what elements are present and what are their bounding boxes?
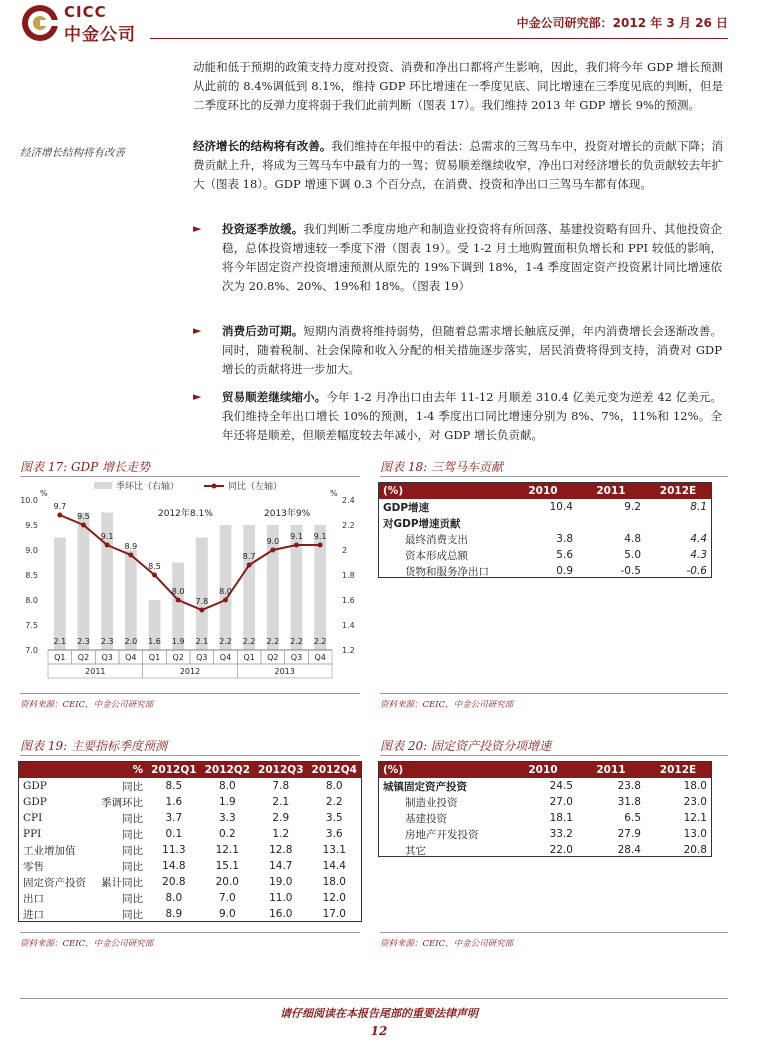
line-data-label: 9.1 [100,532,114,541]
x-tick-label: Q2 [267,653,279,662]
page-number: 12 [370,1024,388,1038]
left-tick-label: 8.5 [25,571,38,580]
cell: 2.9 [272,812,290,824]
cell: 0.2 [218,828,236,840]
fig17-title: 图表 17: GDP 增长走势 [20,460,151,474]
bar-data-label: 1.9 [171,637,185,646]
x-tick-label: Q3 [101,653,113,662]
cell: 3.5 [325,812,343,824]
table-row [379,794,711,810]
table-header-cell: % [93,762,147,778]
yoy-point [247,563,252,568]
table-header-cell: 2012E [645,483,711,499]
year-label: 2011 [85,667,106,676]
row-label: 城镇固定资产投资 [383,780,467,793]
bullet-marker: ► [193,390,202,403]
table-row [379,563,711,579]
right-tick-label: 1.2 [342,646,355,655]
table-header-row [379,483,711,499]
x-tick-label: Q4 [125,653,137,662]
table-header-cell: 2011 [577,483,645,499]
table-row [379,499,711,515]
logo-cn: 中金公司 [64,25,136,45]
bar-data-label: 2.2 [242,637,256,646]
left-tick-label: 10.0 [20,496,38,505]
cell: 31.8 [617,796,641,808]
table-header-cell: 2012Q2 [201,762,254,778]
table-header-cell: 2011 [577,762,645,778]
yoy-point [152,573,157,578]
cell: 0.9 [556,565,573,577]
legal-notice: 请仔细阅读在本报告尾部的重要法律声明 [280,1007,478,1020]
bullet-trade [222,388,722,445]
line-data-label: 8.0 [171,587,185,596]
cell: 13.1 [322,844,346,856]
bar-data-label: 2.2 [266,637,280,646]
left-tick-label: 9.5 [25,521,38,530]
cell: 3.3 [218,812,236,824]
section2-paragraph [193,137,723,194]
right-axis-unit: % [330,489,338,498]
cell: 23.8 [617,780,641,792]
bullet-lead: 投资逐季放缓。 [222,222,304,236]
bar-data-label: 2.0 [124,637,138,646]
indicator-name: 出口 [23,892,44,905]
row-label: 对GDP增速贡献 [383,517,461,530]
bar [54,538,66,651]
x-tick-label: Q1 [243,653,255,662]
bullet-marker: ► [193,324,202,337]
cell: 19.0 [269,876,293,888]
x-tick-label: Q2 [172,653,184,662]
cell: 8.1 [690,501,707,513]
table-row [19,858,361,874]
bar-data-label: 2.2 [290,637,303,646]
cell: 24.5 [549,780,573,792]
row-label: 制造业投资 [405,796,458,809]
table-row [19,794,361,810]
cell: 15.1 [215,860,239,872]
x-tick-label: Q3 [290,653,303,662]
fig19-table [19,762,361,922]
bullet-marker: ► [193,222,202,235]
table-header-cell: (%) [379,762,509,778]
left-tick-label: 8.0 [25,596,38,605]
cell: 17.0 [322,908,346,920]
yoy-point [294,543,299,548]
fig19-source: 资料来源：CEIC，中金公司研究部 [20,939,154,949]
cell: 18.0 [322,876,346,888]
table-row [19,778,361,794]
indicator-name: PPI [23,828,42,840]
bullet-lead: 消费后劲可期。 [222,324,304,338]
cell: -0.6 [686,565,707,577]
cell: 12.8 [269,844,293,856]
table-row [379,531,711,547]
cell: 3.8 [556,533,573,545]
left-axis-unit: % [40,489,48,498]
cell: 4.4 [690,533,707,545]
measure-type: 同比 [122,780,144,793]
cell: 12.1 [683,812,707,824]
cell: 14.4 [322,860,346,872]
line-data-label: 9.5 [77,512,90,521]
cell: 8.0 [165,892,183,904]
cell: 18.0 [683,780,707,792]
legend-swatch-bar [94,482,112,489]
legend-marker [212,484,217,489]
bar [78,513,90,651]
right-tick-label: 2 [342,546,348,555]
cell: 10.4 [549,501,573,513]
gdp-growth-chart [18,478,360,688]
cell: 16.0 [269,908,293,920]
table-row [19,810,361,826]
bullet-lead: 贸易顺差继续缩小。 [222,390,327,404]
bullet-body: 短期内消费将维持弱势，但随着总需求增长触底反弹，年内消费增长会逐渐改善。同时，随着税制、社会保障和收入分配的相关措施逐步落实，居民消费将得到支持，消费对 GDP 增长的贡献将进一步加大。 [222,324,723,376]
indicator-name: 进口 [23,908,44,921]
yoy-point [223,598,228,603]
cell: 0.1 [165,828,183,840]
table-row [379,778,711,794]
table-header-cell: 2012Q1 [147,762,200,778]
line-data-label: 9.1 [313,532,327,541]
measure-type: 累计同比 [101,876,144,889]
legend-label: 同比（左轴） [228,482,283,492]
bar-data-label: 2.1 [195,637,209,646]
cell: 5.0 [624,549,641,561]
right-tick-label: 1.8 [342,571,355,580]
intro-paragraph: 动能和低于预期的政策支持力度对投资、消费和净出口都将产生影响，因此，我们将今年 GDP 增长预测从此前的 8.4%调低到 8.1%，维持 GDP 环比增速在一季度见底、同比增速在三季度见底的判断，但是二季度环比的反弹力度将弱于我们此前判断（图表 17）。我们维持 2013 年 GDP 增长 9%的预测。 [193,60,723,112]
measure-type: 同比 [122,892,144,905]
cell: 33.2 [549,828,573,840]
year-label: 2013 [274,667,295,676]
line-data-label: 9.7 [53,502,67,511]
cell: 28.4 [617,844,641,856]
table-header-cell: 2012E [645,762,711,778]
cell: 12.0 [322,892,346,904]
cell: 4.8 [624,533,641,545]
line-data-label: 7.8 [195,597,209,606]
bullet-investment [222,220,722,296]
table-header-cell [19,762,93,778]
x-tick-label: Q4 [314,653,326,662]
right-tick-label: 1.6 [342,596,355,605]
yoy-point [318,543,323,548]
cell: 2.1 [272,796,290,808]
bullet-body: 我们判断二季度房地产和制造业投资将有所回落、基建投资略有回升、其他投资企稳，总体投资增速较一季度下滑（图表 19）。受 1-2 月土地购置面积负增长和 PPI 较低的影响，将今年固定资产投资增速预测从原先的 19%下调到 18%，1-4 季度固定资产投资累计同比增速依次为 20.8%、20%、19%和 18%。（图表 19） [222,222,723,293]
x-tick-label: Q3 [196,653,208,662]
footer-divider [20,998,728,999]
legend-label: 季环比（右轴） [116,482,180,492]
cell: 2.2 [325,796,343,808]
cell: 6.5 [624,812,641,824]
fig18-table [379,483,711,579]
bar-data-label: 2.2 [313,637,327,646]
left-tick-label: 7.5 [25,621,38,630]
fig17-bottom-rule [20,693,360,694]
fig18-rule [380,476,728,477]
logo-en: CICC [64,3,107,21]
table-header-cell: 2010 [509,762,577,778]
indicator-name: CPI [23,812,43,824]
cell: 20.0 [215,876,239,888]
table-header-row [379,762,711,778]
row-label: 资本形成总额 [405,549,468,562]
fig18-title: 图表 18: 三驾马车贡献 [380,460,503,474]
fig17-source: 资料来源：CEIC，中金公司研究部 [20,700,154,710]
fig20-title: 图表 20: 固定资产投资分项增速 [380,739,551,753]
bar-data-label: 2.1 [53,637,67,646]
cell: 27.9 [617,828,641,840]
yoy-point [176,598,181,603]
bar-data-label: 2.3 [77,637,90,646]
fig17-rule [20,476,360,477]
side-label: 经济增长结构将有改善 [20,147,125,159]
bar-data-label: 2.3 [100,637,114,646]
indicator-name: GDP [23,796,47,808]
table-row [379,515,711,531]
line-data-label: 8.5 [148,562,161,571]
measure-type: 同比 [122,908,144,921]
cell: 11.0 [269,892,293,904]
cell: 20.8 [162,876,186,888]
cell: 5.6 [556,549,573,561]
bar-data-label: 1.6 [148,637,161,646]
cell: 8.5 [165,780,183,792]
section2-lead: 经济增长的结构将有改善。 [193,139,332,153]
row-label: 其它 [405,844,426,857]
indicator-name: 工业增加值 [23,844,76,857]
row-label: 最终消费支出 [405,533,468,546]
fig19-bottom-rule [20,932,360,933]
header-divider [150,38,728,39]
bar [196,538,208,651]
indicator-name: GDP [23,780,47,792]
right-tick-label: 1.4 [342,621,355,630]
table-row [19,906,361,922]
left-tick-label: 7.0 [25,646,38,655]
bar [243,525,255,650]
cell: 14.7 [269,860,293,872]
cell: 1.9 [218,796,236,808]
cell: 27.0 [549,796,573,808]
measure-type: 同比 [122,860,144,873]
x-tick-label: Q1 [54,653,66,662]
yoy-point [199,608,204,613]
fig19-rule [20,755,360,756]
fig18-bottom-rule [380,693,728,694]
row-label: 货物和服务净出口 [405,565,489,578]
annotation-2012: 2012年8.1% [158,509,213,519]
cell: 1.6 [165,796,183,808]
cell: 3.6 [325,828,343,840]
cell: 4.3 [690,549,707,561]
line-data-label: 9.1 [290,532,303,541]
left-tick-label: 9.0 [25,546,38,555]
cell: 20.8 [683,844,707,856]
row-label: 房地产开发投资 [405,828,479,841]
cell: 12.1 [215,844,239,856]
year-label: 2012 [179,667,201,676]
table-row [19,826,361,842]
cell: 9.0 [218,908,236,920]
row-label: GDP增速 [383,501,430,514]
line-data-label: 8.9 [124,542,138,551]
measure-type: 同比 [122,844,144,857]
line-data-label: 8.7 [242,552,256,561]
fig20-rule [380,755,728,756]
bar-data-label: 2.2 [219,637,232,646]
cell: 8.0 [325,780,343,792]
cell: 18.1 [549,812,573,824]
cell: 8.9 [165,908,183,920]
cell: 1.2 [272,828,290,840]
indicator-name: 固定资产投资 [23,876,86,889]
cicc-logo-icon [20,3,60,43]
x-tick-label: Q1 [148,653,161,662]
table-row [379,810,711,826]
x-tick-label: Q4 [219,653,232,662]
page-header [0,0,758,46]
header-date: 中金公司研究部：2012 年 3 月 26 日 [516,16,728,30]
cell: 14.8 [162,860,186,872]
cell: 7.8 [272,780,290,792]
cell: 3.7 [165,812,183,824]
fig18-source: 资料来源：CEIC，中金公司研究部 [380,700,514,710]
yoy-point [128,553,133,558]
table-header-cell: (%) [379,483,509,499]
fig19-title: 图表 19: 主要指标季度预测 [20,739,167,753]
fig20-bottom-rule [380,932,728,933]
cell: 7.0 [218,892,236,904]
right-tick-label: 2.2 [342,521,355,530]
cell: 13.0 [683,828,707,840]
table-header-cell: 2012Q3 [254,762,307,778]
table-row [379,826,711,842]
table-header-row [19,762,361,778]
table-row [379,547,711,563]
cell: 23.0 [683,796,707,808]
row-label: 基建投资 [405,812,447,825]
table-row [379,842,711,858]
measure-type: 季调环比 [101,796,144,809]
table-row [19,874,361,890]
table-row [19,890,361,906]
measure-type: 同比 [122,828,144,841]
fig20-table [379,762,711,858]
right-tick-label: 2.4 [342,496,355,505]
measure-type: 同比 [122,812,144,825]
section2-text: 我们维持在年报中的看法：总需求的三驾马车中，投资对增长的贡献下降；消费贡献上升，将成为三驾马车中最有力的一驾；贸易顺差继续收窄，净出口对经济增长的负贡献较去年扩大（图表 18）。GDP 增速下调 0.3 个百分点，在消费、投资和净出口三驾马车都有体现。 [193,139,723,191]
yoy-point [105,543,110,548]
line-data-label: 8.0 [219,587,232,596]
cell: -0.5 [620,565,641,577]
cell: 11.3 [162,844,186,856]
bullet-consumption [222,322,722,379]
cell: 22.0 [549,844,573,856]
table-header-cell: 2010 [509,483,577,499]
yoy-line [60,515,320,610]
fig20-source: 资料来源：CEIC，中金公司研究部 [380,939,514,949]
line-data-label: 9.0 [266,537,280,546]
table-header-cell: 2012Q4 [308,762,361,778]
indicator-name: 零售 [23,860,44,873]
annotation-2013: 2013年9% [264,509,311,519]
bullet-body: 今年 1-2 月净出口由去年 11-12 月顺差 310.4 亿美元变为逆差 42 亿美元。我们维持全年出口增长 10%的预测，1-4 季度出口同比增速分别为 8%、7%，11%和 12%。全年还将是顺差，但顺差幅度较去年减小，对 GDP 增长负贡献。 [222,390,723,442]
yoy-point [270,548,275,553]
bar [125,550,137,650]
table-row [19,842,361,858]
yoy-point [57,513,62,518]
x-tick-label: Q2 [77,653,90,662]
cell: 8.0 [218,780,236,792]
cell: 9.2 [624,501,641,513]
yoy-point [81,523,86,528]
